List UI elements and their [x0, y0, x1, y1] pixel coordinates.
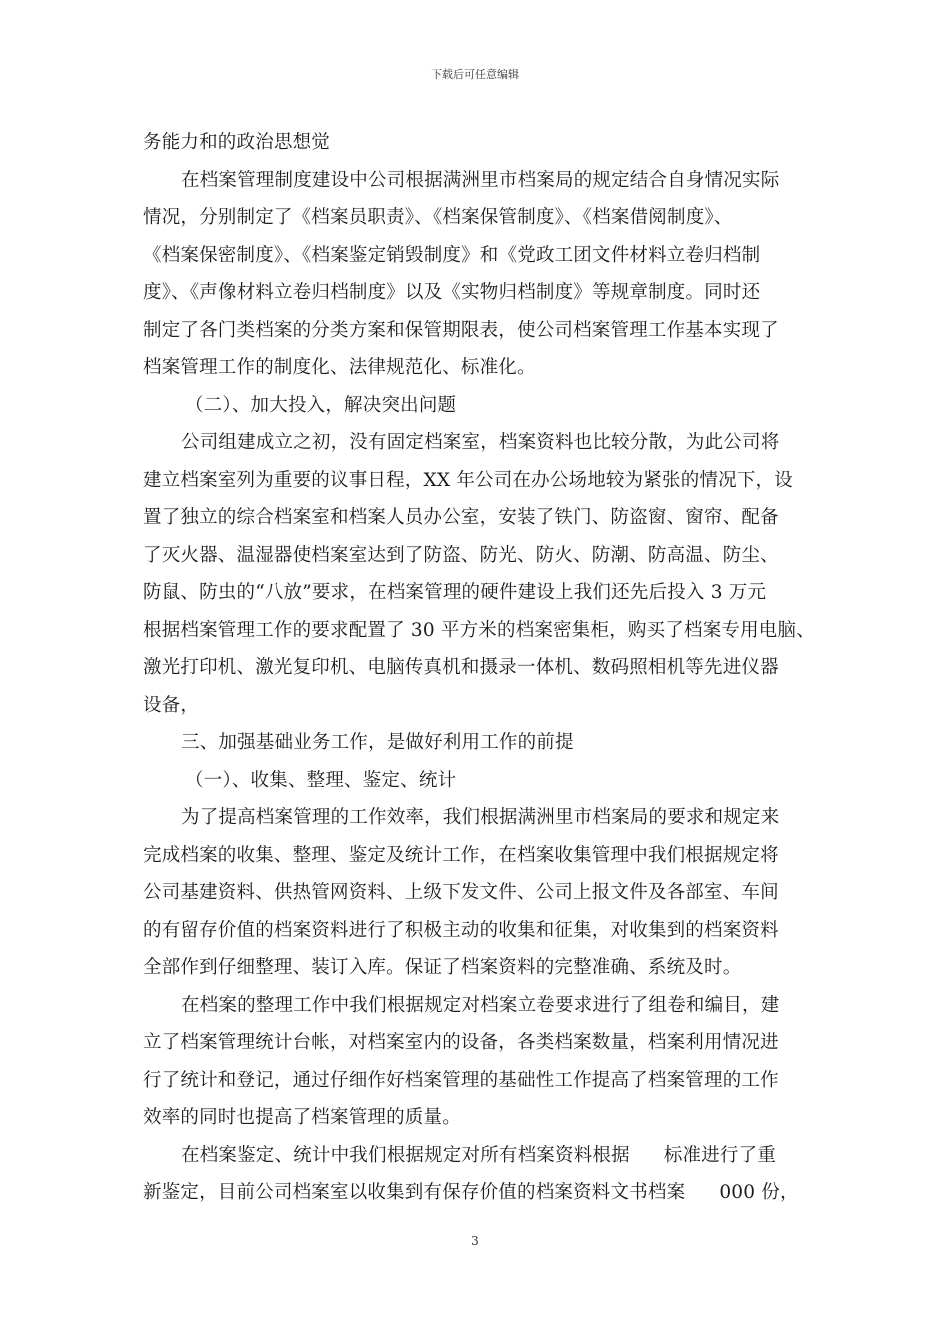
text-line: 务能力和的政治思想觉: [143, 132, 331, 153]
paragraph-start: 公司组建成立之初，没有固定档案室，档案资料也比较分散，为此公司将: [181, 432, 780, 453]
text-segment: 000 份，: [719, 1182, 799, 1203]
page-number: 3: [471, 1234, 479, 1248]
text-line: 了灭火器、温湿器使档案室达到了防盗、防光、防火、防潮、防高温、防尘、: [143, 544, 779, 566]
text-line: 公司基建资料、供热管网资料、上级下发文件、公司上报文件及各部室、车间: [143, 882, 779, 903]
text-line: 行了统计和登记，通过仔细作好档案管理的基础性工作提高了档案管理的工作: [143, 1069, 779, 1091]
text-line: 情况，分别制定了《档案员职责》、《档案保管制度》、《档案借阅制度》、: [143, 207, 733, 228]
text-segment: 在档案鉴定、统计中我们根据规定对所有档案资料根据: [181, 1144, 630, 1166]
text-line: 根据档案管理工作的要求配置了 30 平方米的档案密集柜，购买了档案专用电脑、: [143, 619, 815, 641]
text-segment: 新鉴定，目前公司档案室以收集到有保存价值的档案资料文书档案: [143, 1182, 686, 1203]
paragraph-start: [143, 1137, 833, 1175]
text-segment: 标准进行了重: [663, 1144, 777, 1166]
text-line: 全部作到仔细整理、装订入库。保证了档案资料的完整准确、系统及时。: [143, 957, 742, 978]
text-line: 制定了各门类档案的分类方案和保管期限表，使公司档案管理工作基本实现了: [143, 319, 779, 341]
text-line: 完成档案的收集、整理、鉴定及统计工作，在档案收集管理中我们根据规定将: [143, 844, 779, 866]
subsection-heading: （一）、收集、整理、鉴定、统计: [185, 769, 457, 791]
paragraph-start: 在档案的整理工作中我们根据规定对档案立卷要求进行了组卷和编目，建: [181, 994, 780, 1016]
text-line: 建立档案室列为重要的议事日程，XX 年公司在办公场地较为紧张的情况下，设: [143, 469, 793, 491]
text-line: 防鼠、防虫的“八放”要求，在档案管理的硬件建设上我们还先后投入 3 万元: [143, 582, 767, 603]
text-line: 激光打印机、激光复印机、电脑传真机和摄录一体机、数码照相机等先进仪器: [143, 657, 779, 678]
text-line: 设备，: [143, 694, 200, 716]
text-line: 效率的同时也提高了档案管理的质量。: [143, 1107, 461, 1128]
paragraph-start: 为了提高档案管理的工作效率，我们根据满洲里市档案局的要求和规定来: [181, 807, 780, 828]
text-line: [143, 1174, 833, 1212]
section-heading: 三、加强基础业务工作，是做好利用工作的前提: [181, 732, 574, 753]
section-heading: （二）、加大投入，解决突出问题: [185, 394, 457, 416]
text-line: 《档案保密制度》、《档案鉴定销毁制度》和《党政工团文件材料立卷归档制: [143, 244, 761, 266]
text-line: 置了独立的综合档案室和档案人员办公室，安装了铁门、防盗窗、窗帘、配备: [143, 507, 779, 528]
text-line: 的有留存价值的档案资料进行了积极主动的收集和征集，对收集到的档案资料: [143, 919, 779, 941]
page-header: 下载后可任意编辑: [431, 68, 519, 81]
text-line: 立了档案管理统计台帐，对档案室内的设备，各类档案数量，档案利用情况进: [143, 1032, 779, 1053]
paragraph-start: 在档案管理制度建设中公司根据满洲里市档案局的规定结合自身情况实际: [181, 169, 780, 191]
text-line: 度》、《声像材料立卷归档制度》以及《实物归档制度》等规章制度。同时还: [143, 282, 761, 303]
document-body: [143, 124, 833, 1212]
text-line: 档案管理工作的制度化、法律规范化、标准化。: [143, 357, 536, 378]
